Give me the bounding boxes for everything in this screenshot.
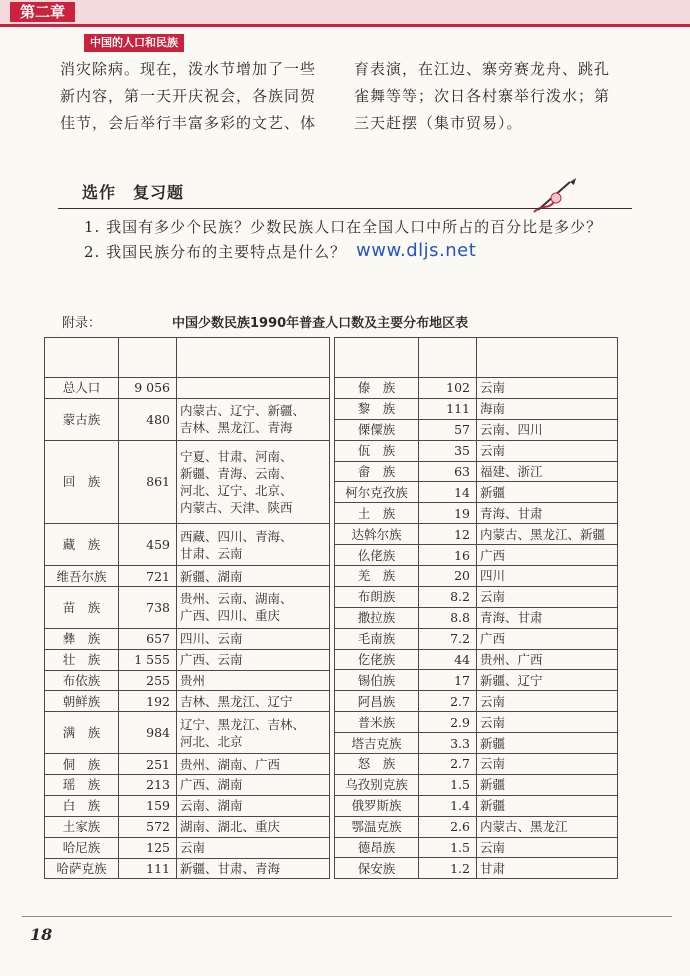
ethnic-name-cell: 撒拉族	[335, 607, 419, 628]
ethnic-name-cell: 总人口	[45, 378, 119, 399]
ethnic-name-cell: 仫佬族	[335, 545, 419, 566]
region-cell: 四川	[477, 566, 618, 587]
population-cell: 721	[119, 566, 177, 587]
header-region	[477, 338, 618, 378]
population-cell: 111	[419, 398, 477, 419]
table-row	[45, 816, 330, 837]
population-cell: 255	[119, 670, 177, 691]
table-row	[45, 378, 330, 399]
ethnic-name-cell: 苗 族	[45, 586, 119, 628]
population-cell: 17	[419, 670, 477, 691]
population-cell: 20	[419, 566, 477, 587]
region-cell: 云南	[477, 586, 618, 607]
population-cell: 2.7	[419, 691, 477, 712]
header-band	[0, 0, 690, 24]
population-cell: 19	[419, 503, 477, 524]
ethnic-name-cell: 回 族	[45, 440, 119, 524]
paragraph-line: 雀舞等等；次日各村寨举行泼水；第	[354, 87, 611, 105]
page-bottom-rule	[22, 916, 672, 917]
region-cell: 云南、湖南	[177, 795, 330, 816]
ethnic-name-cell: 佤 族	[335, 440, 419, 461]
paragraph-line: 新内容，第一天开庆祝会，各族同贺	[60, 87, 317, 105]
population-cell: 9 056	[119, 378, 177, 399]
region-cell: 福建、浙江	[477, 461, 618, 482]
region-cell: 内蒙古、辽宁、新疆、 吉林、黑龙江、青海	[177, 398, 330, 440]
population-cell: 2.9	[419, 712, 477, 733]
table-row	[335, 858, 618, 879]
ethnic-name-cell: 布依族	[45, 670, 119, 691]
ethnic-name-cell: 俄罗斯族	[335, 795, 419, 816]
ethnic-name-cell: 柯尔克孜族	[335, 482, 419, 503]
ethnic-name-cell: 畲 族	[335, 461, 419, 482]
population-cell: 159	[119, 795, 177, 816]
population-cell: 1.5	[419, 837, 477, 858]
population-table-left	[44, 337, 330, 879]
population-cell: 192	[119, 691, 177, 712]
table-row	[45, 858, 330, 879]
review-title: 选作 复习题	[82, 183, 185, 202]
region-cell: 新疆、甘肃、青海	[177, 858, 330, 879]
table-row	[335, 816, 618, 837]
population-cell: 125	[119, 837, 177, 858]
table-row	[45, 398, 330, 440]
ethnic-name-cell: 哈尼族	[45, 837, 119, 858]
ethnic-name-cell: 蒙古族	[45, 398, 119, 440]
region-cell: 青海、甘肃	[477, 503, 618, 524]
region-cell: 云南	[477, 837, 618, 858]
table-header-row	[335, 338, 618, 378]
table-row	[45, 775, 330, 796]
population-cell: 16	[419, 545, 477, 566]
region-cell: 贵州、湖南、广西	[177, 754, 330, 775]
appendix-label: 附录：	[62, 316, 102, 331]
ethnic-name-cell: 鄂温克族	[335, 816, 419, 837]
table-row	[45, 586, 330, 628]
review-divider	[58, 208, 632, 209]
population-cell: 12	[419, 524, 477, 545]
ethnic-name-cell: 达斡尔族	[335, 524, 419, 545]
ethnic-name-cell: 毛南族	[335, 628, 419, 649]
paragraph-right	[354, 56, 610, 137]
ethnic-name-cell: 彝 族	[45, 628, 119, 649]
table-row	[45, 712, 330, 754]
header-pop	[119, 338, 177, 378]
region-cell: 内蒙古、黑龙江、新疆	[477, 524, 618, 545]
table-row	[335, 524, 618, 545]
population-cell: 2.6	[419, 816, 477, 837]
table-row	[335, 545, 618, 566]
table-row	[335, 607, 618, 628]
paragraph-line: 三天赶摆（集市贸易）。	[354, 114, 523, 132]
ethnic-name-cell: 朝鲜族	[45, 691, 119, 712]
table-row	[335, 733, 618, 754]
region-cell: 云南	[477, 440, 618, 461]
population-cell: 8.8	[419, 607, 477, 628]
region-cell: 云南	[477, 691, 618, 712]
table-row	[335, 482, 618, 503]
table-row	[335, 837, 618, 858]
region-cell: 四川、云南	[177, 628, 330, 649]
region-cell: 云南、四川	[477, 419, 618, 440]
ethnic-name-cell: 傣 族	[335, 378, 419, 399]
table-row	[45, 691, 330, 712]
paragraph-left	[60, 56, 316, 137]
table-row	[45, 670, 330, 691]
region-cell: 吉林、黑龙江、辽宁	[177, 691, 330, 712]
table-row	[335, 461, 618, 482]
table-row	[335, 378, 618, 399]
table-row	[45, 837, 330, 858]
region-cell: 辽宁、黑龙江、吉林、 河北、北京	[177, 712, 330, 754]
table-row	[335, 566, 618, 587]
region-cell: 新疆	[477, 795, 618, 816]
header-name	[335, 338, 419, 378]
question-1: 1. 我国有多少个民族？少数民族人口在全国人口中所占的百分比是多少？	[84, 218, 603, 236]
ethnic-name-cell: 侗 族	[45, 754, 119, 775]
table-row	[335, 754, 618, 775]
population-cell: 44	[419, 649, 477, 670]
header-rule	[0, 24, 690, 27]
ethnic-name-cell: 怒 族	[335, 754, 419, 775]
region-cell: 宁夏、甘肃、河南、 新疆、青海、云南、 河北、辽宁、北京、 内蒙古、天津、陕西	[177, 440, 330, 524]
region-cell: 云南	[177, 837, 330, 858]
table-row	[335, 440, 618, 461]
population-cell: 480	[119, 398, 177, 440]
ethnic-name-cell: 白 族	[45, 795, 119, 816]
ethnic-name-cell: 布朗族	[335, 586, 419, 607]
region-cell: 广西	[477, 545, 618, 566]
region-cell: 广西、湖南	[177, 775, 330, 796]
region-cell: 新疆	[477, 482, 618, 503]
table-row	[45, 754, 330, 775]
region-cell: 贵州、广西	[477, 649, 618, 670]
ethnic-name-cell: 阿昌族	[335, 691, 419, 712]
table-row	[335, 586, 618, 607]
table-header-row	[45, 338, 330, 378]
page-number: 18	[30, 925, 53, 944]
table-row	[335, 712, 618, 733]
population-cell: 63	[419, 461, 477, 482]
region-cell: 新疆	[477, 774, 618, 795]
header-pop	[419, 338, 477, 378]
region-cell: 新疆、辽宁	[477, 670, 618, 691]
table-row	[335, 628, 618, 649]
table-row	[335, 503, 618, 524]
population-cell: 1.4	[419, 795, 477, 816]
ethnic-name-cell: 羌 族	[335, 566, 419, 587]
ethnic-name-cell: 德昂族	[335, 837, 419, 858]
ethnic-name-cell: 藏 族	[45, 524, 119, 566]
table-row	[335, 398, 618, 419]
table-row	[45, 628, 330, 649]
region-cell: 云南	[477, 712, 618, 733]
population-cell: 251	[119, 754, 177, 775]
paragraph-line: 消灾除病。现在，泼水节增加了一些	[60, 60, 317, 78]
paragraph-line: 佳节，会后举行丰富多彩的文艺、体	[60, 114, 317, 132]
region-cell: 西藏、四川、青海、 甘肃、云南	[177, 524, 330, 566]
table-row	[45, 524, 330, 566]
region-cell: 云南	[477, 378, 618, 399]
ethnic-name-cell: 土家族	[45, 816, 119, 837]
ethnic-name-cell: 哈萨克族	[45, 858, 119, 879]
chapter-subtitle: 中国的人口和民族	[84, 34, 184, 52]
population-cell: 861	[119, 440, 177, 524]
ethnic-name-cell: 瑶 族	[45, 775, 119, 796]
region-cell: 海南	[477, 398, 618, 419]
ethnic-name-cell: 满 族	[45, 712, 119, 754]
table-row	[335, 774, 618, 795]
region-cell: 新疆	[477, 733, 618, 754]
table-row	[335, 419, 618, 440]
region-cell: 云南	[477, 754, 618, 775]
question-2: 2. 我国民族分布的主要特点是什么？	[84, 243, 347, 261]
population-cell: 572	[119, 816, 177, 837]
pen-icon	[532, 176, 582, 220]
population-cell: 111	[119, 858, 177, 879]
table-row	[335, 691, 618, 712]
region-cell: 贵州	[177, 670, 330, 691]
table-row	[45, 566, 330, 587]
region-cell	[177, 378, 330, 399]
region-cell: 贵州、云南、湖南、 广西、四川、重庆	[177, 586, 330, 628]
population-cell: 1.2	[419, 858, 477, 879]
population-cell: 57	[419, 419, 477, 440]
population-cell: 102	[419, 378, 477, 399]
region-cell: 广西	[477, 628, 618, 649]
ethnic-name-cell: 乌孜别克族	[335, 774, 419, 795]
population-cell: 1 555	[119, 649, 177, 670]
table-row	[335, 795, 618, 816]
population-cell: 738	[119, 586, 177, 628]
population-cell: 14	[419, 482, 477, 503]
region-cell: 青海、甘肃	[477, 607, 618, 628]
watermark-text: www.dljs.net	[356, 240, 477, 261]
ethnic-name-cell: 仡佬族	[335, 649, 419, 670]
population-cell: 213	[119, 775, 177, 796]
ethnic-name-cell: 锡伯族	[335, 670, 419, 691]
header-region	[177, 338, 330, 378]
ethnic-name-cell: 保安族	[335, 858, 419, 879]
population-cell: 984	[119, 712, 177, 754]
ethnic-name-cell: 维吾尔族	[45, 566, 119, 587]
chapter-label: 第二章	[10, 2, 75, 22]
region-cell: 广西、云南	[177, 649, 330, 670]
table-row	[335, 670, 618, 691]
region-cell: 甘肃	[477, 858, 618, 879]
population-cell: 7.2	[419, 628, 477, 649]
population-cell: 657	[119, 628, 177, 649]
ethnic-name-cell: 壮 族	[45, 649, 119, 670]
region-cell: 湖南、湖北、重庆	[177, 816, 330, 837]
ethnic-name-cell: 普米族	[335, 712, 419, 733]
population-cell: 459	[119, 524, 177, 566]
ethnic-name-cell: 塔吉克族	[335, 733, 419, 754]
region-cell: 新疆、湖南	[177, 566, 330, 587]
ethnic-name-cell: 土 族	[335, 503, 419, 524]
population-cell: 8.2	[419, 586, 477, 607]
table-row	[45, 440, 330, 524]
table-row	[45, 649, 330, 670]
population-cell: 2.7	[419, 754, 477, 775]
ethnic-name-cell: 黎 族	[335, 398, 419, 419]
population-cell: 1.5	[419, 774, 477, 795]
population-cell: 35	[419, 440, 477, 461]
table-row	[335, 649, 618, 670]
population-table-right	[334, 337, 618, 879]
population-cell: 3.3	[419, 733, 477, 754]
paragraph-line: 育表演，在江边、寨旁赛龙舟、跳孔	[354, 60, 611, 78]
region-cell: 内蒙古、黑龙江	[477, 816, 618, 837]
table-row	[45, 795, 330, 816]
ethnic-name-cell: 傈僳族	[335, 419, 419, 440]
appendix-title: 中国少数民族1990年普查人口数及主要分布地区表	[172, 316, 469, 331]
header-name	[45, 338, 119, 378]
